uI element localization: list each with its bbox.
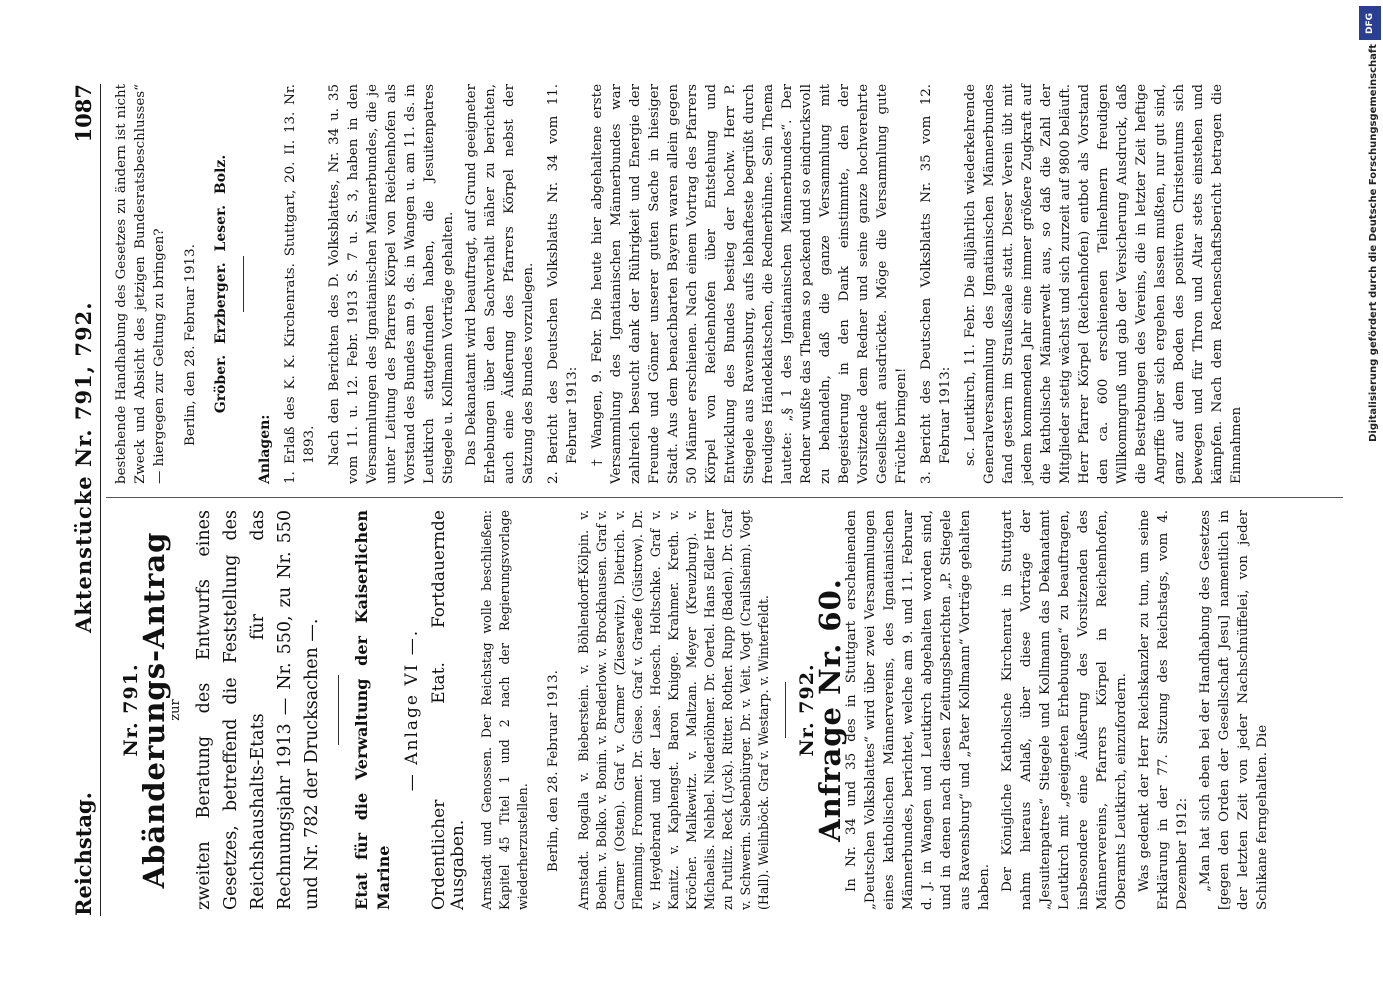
- anfrage-paragraph-3: Was gedenkt der Herr Reichskanzler zu tun, um seine Erklärung in der 77. Sitzung des Reichstags, vom 4. Dezember 1912:: [1137, 510, 1190, 910]
- item-heading: Erlaß des K. K. Kirchenrats. Stuttgart, 20. II. 13. Nr. 1893.: [283, 84, 317, 464]
- header-left: Reichstag.: [71, 792, 96, 916]
- anlagen-heading: Anlagen:: [257, 414, 273, 484]
- right-column: [112, 84, 1250, 484]
- item1-paragraph-2: Das Dekanatamt wird beauftragt, auf Grund geeigneter Erhebungen über den Sachverhalt näher zu berichten, auch eine Äußerung des Pfarrers Körpel nebst der Satzung des Bundes vorzulegen.: [464, 84, 536, 484]
- antrag-text: Arnstadt und Genossen. Der Reichstag wolle beschließen: Kapitel 45 Titel 1 und 2 nach der Regierungsvorlage wiederherzustellen.: [479, 510, 530, 910]
- anlage-item-2: [544, 84, 582, 484]
- continuation-paragraph: bestehende Handhabung des Gesetzes zu ändern ist nicht Zweck und Absicht des jetzigen Bundesratsbeschlusses“ — hiergegen zur Geltung zu bringen?: [114, 84, 167, 484]
- etat-heading: Etat für die Verwaltung der Kaiserlichen Marine: [352, 510, 393, 910]
- anfrage-paragraph-1: In Nr. 34 und 35 des in Stuttgart erscheinenden „Deutschen Volksblattes“ wird über zwei Versammlungen eines katholischen Männervereins, des Ignatianischen Männerbundes, berichtet, welche am 9. und 11. Februar d. J. in Wangen und Leutkirch abgehalten worden sind, und in denen nach diesen Zeitungsberichten „P. Stiegele aus Ravensburg“ und „Pater Kollmann“ Vorträge gehalten haben.: [844, 510, 992, 910]
- fortdauernde-ausgaben-label: Fortdauernde Ausgaben.: [429, 510, 468, 910]
- item1-paragraph-1: Nach den Berichten des D. Volksblattes, Nr. 34 u. 35 vom 11. u. 12. Febr. 1913 S. 7 u. S. 3, haben in den Versammlungen des Ignatianischen Männerbundes, die je unter Leitung des Pfarrers Körpel von Reichenhofen als Vorstand des Bundes am 9. ds. in Wangen u. am 11. ds. in Leutkirch stattgefunden haben, die Jesuitenpatres Stiegele u. Kollmann Vorträge gehalten.: [327, 84, 456, 484]
- nr-791-label: Nr. 791.: [120, 663, 142, 757]
- item-number: 1.: [283, 471, 298, 484]
- anfrage-paragraph-2: Der Königliche Katholische Kirchenrat in Stuttgart nahm hieraus Anlaß, über diese Vorträge der „Jesuitenpatres“ Stiegele und Kollmann das Dekanatamt Leutkirch mit „geeigneten Erhebungen“ zu beauftragen, insbesondere eine Äußerung des Vorsitzenden des Männervereins, Pfarrers Körpel in Reichenhofen, Oberamts Leutkirch, einzufordern.: [1000, 510, 1129, 910]
- separator-rule: [243, 256, 244, 312]
- digitization-margin: [1346, 0, 1383, 1000]
- header-center: Aktenstücke Nr. 791, 792.: [71, 301, 96, 633]
- item-heading: Bericht des Deutschen Volksblatts Nr. 35 vom 12. Februar 1913:: [919, 84, 953, 464]
- separator-rule: [338, 675, 339, 745]
- item3-body: sc. Leutkirch, 11. Febr. Die alljährlich wiederkehrende Generalversammlung des Ignatianischen Männerbundes fand gestern im Straußsaale statt. Dieser Verein übt mit jedem kommenden Jahr eine immer größere Zugkraft auf die katholische Männerwelt aus, so daß die Zahl der Mitglieder stetig wächst und sich zurzeit auf 9800 beläuft. Herr Pfarrer Körpel (Reichenhofen) entbot als Vorstand den ca. 600 erschienenen Teilnehmern freudigen Willkommgruß und gab der Versicherung Ausdruck, daß die Bestrebungen des Vereins, die in letzter Zeit heftige Angriffe über sich ergehen lassen mußten, nur gut sind, ganz auf dem Boden des positiven Christentums sich bewegen und für Thron und Altar stets einstehen und kämpfen. Nach dem Rechenschaftsbericht betragen die Einnahmen: [963, 84, 1244, 484]
- running-header: [56, 84, 96, 916]
- signatory-names: Arnstadt. Rogalla v. Bieberstein. v. Böhlendorff-Kölpin. v. Boehn. v. Bolko. v. Bonin. v. Brederlow. v. Brockhausen. Graf v. Carmer (Osten). Graf v. Carmer (Zieserwitz). Dietrich. v. Flemming. Frommer. Dr. Giese. Graf v. Graefe (Güstrow). Dr. v. Heydebrand und der Lase. Hoesch. Holtschke. Graf v. Kanitz. v. Kaphengst. Baron Knigge. Krahmer. Kreth. v. Kröcher. Malkewitz. v. Maltzan. Meyer (Kreuzburg). v. Michaelis. Nehbel. Niederlöhner. Dr. Oertel. Hans Edler Herr zu Putlitz. Reck (Lyck). Ritter. Rother. Rupp (Baden). Dr. Graf v. Schwerin. Siebenbürger. Dr. v. Veit. Vogt (Crailsheim). Vogt (Hall). Weilnböck. Graf v. Westarp. v. Winterfeldt.: [576, 510, 771, 910]
- anlage-item-3: [917, 84, 955, 484]
- item2-body: † Wangen, 9. Febr. Die heute hier abgehaltene erste Versammlung des Ignatianischen Männerbundes war zahlreich besucht dank der Rührigkeit und Energie der Freunde und Gönner unserer guten Sache in hiesiger Stadt. Aus dem benachbarten Bayern waren allein gegen 50 Männer erschienen. Nach einem Vortrag des Pfarrers Körpel von Reichenhofen über Entstehung und Entwicklung des Bundes bestieg der hochw. Herr P. Stiegele aus Ravensburg, aufs lebhafteste begrüßt durch freudiges Händeklatschen, die Rednerbühne. Sein Thema lautete: „§ 1 des Ignatianischen Männerbundes“. Der Redner wußte das Thema so packend und so eindrucksvoll zu behandeln, daß die ganze Versammlung mit Begeisterung in den Dank einstimmte, den der Vorsitzende dem Redner und seine ganze hochverehrte Gesellschaft ausdrückte. Möge die Versammlung gute Früchte bringen!: [590, 84, 909, 484]
- page-number: 1087: [71, 84, 96, 143]
- anfrage-paragraph-4: „Man hat sich eben bei der Handhabung des Gesetzes [gegen den Orden der Gesellschaft Jesu] namentlich in der letzten Zeit von jeder Nachschnüffelei, von jeder Schikane ferngehalten. Die: [1198, 510, 1270, 910]
- left-column: [112, 510, 1276, 910]
- item-number: 3.: [919, 471, 934, 484]
- item-number: 2.: [546, 471, 561, 484]
- date-line-792: Berlin, den 28. Februar 1913.: [183, 244, 198, 446]
- funding-note: Digitalisierung gefördert durch die Deutsche Forschungsgemeinschaft: [1368, 44, 1379, 442]
- column-divider: [106, 497, 1343, 498]
- signatures-792: Gröber. Erzberger. Leser. Bolz.: [213, 154, 229, 414]
- title-791: Abänderungs-Antrag: [137, 531, 171, 889]
- separator-rule: [785, 682, 786, 738]
- nr-792-label: Nr. 792.: [796, 663, 818, 757]
- title-792: Anfrage Nr. 60.: [813, 578, 847, 842]
- date-line-791: Berlin, den 28. Februar 1913.: [546, 670, 561, 872]
- lead-paragraph: zweiten Beratung des Entwurfs eines Gesetzes, betreffend die Feststellung des Reichshaushalts-Etats für das Rechnungsjahr 1913 — Nr. 550, zu Nr. 550 und Nr. 782 der Drucksachen —.: [194, 510, 322, 910]
- zur-label: zur: [168, 699, 183, 721]
- item-heading: Bericht des Deutschen Volksblatts Nr. 34 vom 11. Februar 1913:: [546, 84, 580, 464]
- ordentlicher-etat-label: Ordentlicher Etat.: [429, 662, 449, 910]
- dfg-logo-icon: DFG: [1359, 6, 1381, 40]
- anlage-label: — Anlage VI —.: [402, 628, 422, 792]
- ordentlicher-etat-line: [430, 510, 468, 910]
- anlage-item-1: [281, 84, 319, 484]
- header-rule: [100, 84, 101, 916]
